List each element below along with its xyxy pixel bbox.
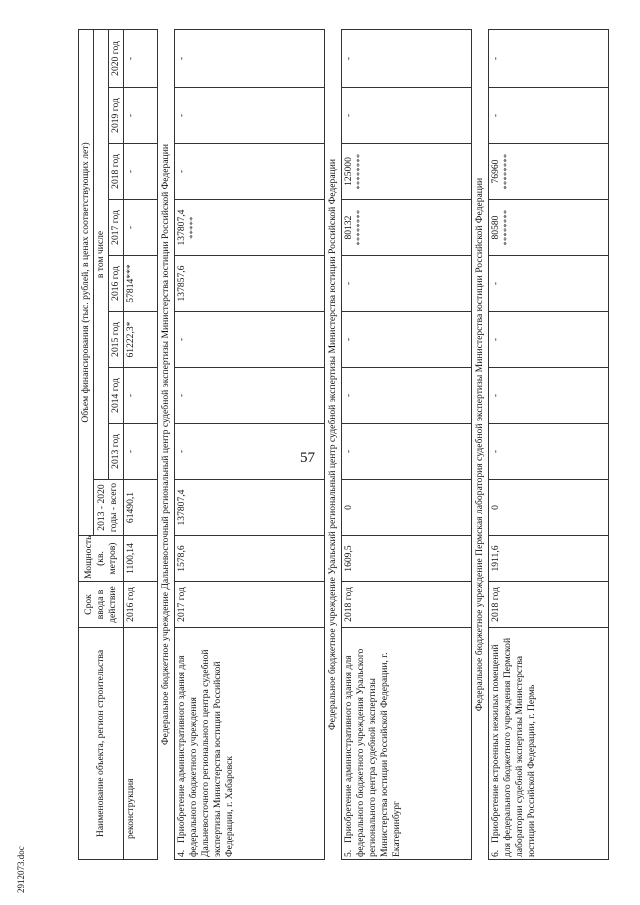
row-y2017 [488, 200, 608, 256]
footnote-mark: ***** [187, 216, 197, 239]
footnote-mark: ******** [354, 209, 364, 246]
table-row [488, 29, 608, 859]
footnote-mark: ******** [501, 209, 511, 246]
section-title: Федеральное бюджетное учреждение Дальневосточный региональный центр судебной экспертизы Министерства юстиции Российской Федерации [159, 144, 171, 745]
table-row [341, 29, 471, 859]
row-y2015: - [341, 312, 471, 368]
row-total: 137807,4 [174, 480, 324, 536]
row-term: 2018 год [488, 582, 608, 628]
row-y2019: - [123, 88, 157, 144]
row-y2014: - [341, 368, 471, 424]
row-y2017 [341, 200, 471, 256]
header-year-2016: 2016 год [108, 256, 123, 312]
row-capacity: 1578,6 [174, 536, 324, 582]
header-year-2017: 2017 год [108, 200, 123, 256]
row-y2013: - [174, 424, 324, 480]
footnote-mark: ******** [501, 153, 511, 190]
row-name-text: Приобретение административного здания для федерального бюджетного учреждения Дальневосточного регионального центра судебной экспертизы Министерства юстиции Российской Федерации, г. Хабаровск [175, 649, 235, 857]
row-y2018: - [123, 144, 157, 200]
row-y2020: - [123, 29, 157, 87]
row-y2019: - [341, 88, 471, 144]
header-term: Срок ввода в действие [79, 582, 124, 628]
header-name: Наименование объекта, регион строительства [79, 628, 124, 860]
table-row [174, 29, 324, 859]
footnote-mark: ******** [354, 153, 364, 190]
row-y2016: 57814*** [123, 256, 157, 312]
row-y2013: - [488, 424, 608, 480]
header-financing: Объем финансирования (тыс. рублей, в ценах соответствующих лет) [79, 29, 94, 535]
row-capacity: 1911,6 [488, 536, 608, 582]
row-term: 2016 год [123, 582, 157, 628]
row-y2014: - [123, 368, 157, 424]
value: 76960 [489, 159, 501, 184]
row-y2015: 61222,3* [123, 312, 157, 368]
row-y2020: - [341, 29, 471, 87]
row-total: 0 [341, 480, 471, 536]
page-number: 57 [300, 450, 315, 466]
row-y2013: - [123, 424, 157, 480]
row-total: 0 [488, 480, 608, 536]
section-title: Федеральное бюджетное учреждение Пермская лаборатория судебной экспертизы Министерства юстиции Российской Федерации [473, 177, 485, 712]
row-capacity: 1609,5 [341, 536, 471, 582]
value: 80580 [489, 215, 501, 240]
financing-table [78, 29, 609, 860]
row-y2015: - [488, 312, 608, 368]
row-y2017: - [123, 200, 157, 256]
row-y2014: - [174, 368, 324, 424]
row-y2020: - [174, 29, 324, 87]
row-y2018 [488, 144, 608, 200]
row-y2019: - [174, 88, 324, 144]
row-y2016: - [488, 256, 608, 312]
row-y2018: - [174, 144, 324, 200]
row-y2019: - [488, 88, 608, 144]
header-total: 2013 - 2020 годы - всего [93, 480, 123, 536]
row-name: реконструкция [123, 628, 157, 860]
rotated-table-sheet [78, 30, 640, 860]
row-y2020: - [488, 29, 608, 87]
row-y2017 [174, 200, 324, 256]
header-year-2015: 2015 год [108, 312, 123, 368]
row-y2018 [341, 144, 471, 200]
header-year-2013: 2013 год [108, 424, 123, 480]
row-y2013: - [341, 424, 471, 480]
row-number: 5. [342, 849, 354, 857]
row-number: 6. [489, 849, 501, 857]
row-capacity: 1100,14 [123, 536, 157, 582]
section-title: Федеральное бюджетное учреждение Уральский региональный центр судебной экспертизы Министерства юстиции Российской Федерации [326, 158, 338, 730]
row-name [174, 628, 324, 860]
value: 137807,4 [175, 209, 187, 246]
row-y2016: - [341, 256, 471, 312]
row-name [488, 628, 608, 860]
row-term: 2017 год [174, 582, 324, 628]
row-name [341, 628, 471, 860]
row-name-text: Приобретение встроенных нежилых помещений для федерального бюджетного учреждения Пермской лаборатории судебной экспертизы Министерства юстиции Российской Федерации, г. Пермь [489, 637, 537, 857]
row-number: 4. [175, 849, 187, 857]
document-id: 2912073.doc [16, 846, 26, 893]
row-y2014: - [488, 368, 608, 424]
header-including: в том числе [93, 29, 108, 479]
header-year-2019: 2019 год [108, 88, 123, 144]
row-term: 2018 год [341, 582, 471, 628]
row-y2015: - [174, 312, 324, 368]
row-name-text: Приобретение административного здания для федерального бюджетного учреждения Уральского регионального центра судебной экспертизы Министерства юстиции Российской Федерации, г. Екатеринбург [342, 648, 402, 857]
header-year-2020: 2020 год [108, 29, 123, 87]
header-year-2014: 2014 год [108, 368, 123, 424]
row-total: 61490,1 [123, 480, 157, 536]
row-y2016: 137857,6 [174, 256, 324, 312]
header-year-2018: 2018 год [108, 144, 123, 200]
value: 80132 [342, 215, 354, 240]
header-capacity: Мощность (кв. метров) [79, 536, 124, 582]
table-row [123, 29, 157, 859]
value: 125000 [342, 157, 354, 186]
